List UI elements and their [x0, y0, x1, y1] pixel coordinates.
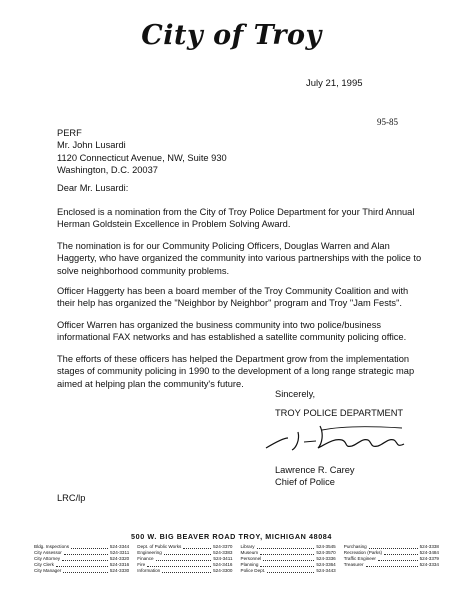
letter-date: July 21, 1995	[306, 78, 363, 89]
directory-entry-name: Engineering	[137, 550, 162, 556]
recipient-address	[57, 127, 227, 176]
directory-entry-phone: 524-3379	[419, 556, 439, 562]
typist-initials: LRC/lp	[57, 493, 86, 503]
recipient-org: PERF	[57, 128, 82, 138]
directory-entry-name: Planning	[240, 562, 259, 568]
dot-leader	[56, 562, 108, 567]
directory-entry-phone: 524-3545	[316, 544, 336, 549]
footer-address: 500 W. BIG BEAVER ROAD TROY, MICHIGAN 48084	[131, 532, 332, 541]
directory-entry	[34, 568, 129, 574]
paragraph-4: Officer Warren has organized the business community into two police/business informational FAX networks and has established a satellite community policing office.	[57, 320, 407, 343]
dot-leader	[156, 556, 212, 561]
directory-entry-name: Dept. of Public Works	[137, 544, 182, 549]
directory-entry-phone: 524-3320	[109, 556, 130, 562]
directory-entry-name: Treasurer	[343, 562, 364, 568]
dot-leader	[71, 544, 108, 549]
directory-entry-phone: 524-3443	[316, 568, 336, 574]
directory-entry-phone: 524-3316	[109, 562, 130, 568]
directory-entry-phone: 524-3364	[316, 562, 336, 568]
directory-entry-phone: 524-3344	[109, 544, 130, 549]
directory-entry-name: Library	[240, 544, 255, 549]
dot-leader	[384, 550, 418, 555]
recipient-street: 1120 Connecticut Avenue, NW, Suite 930	[57, 152, 227, 163]
dot-leader	[62, 556, 108, 561]
recipient-name: Mr. John Lusardi	[57, 140, 126, 151]
directory-entry-name: Fire	[137, 562, 146, 568]
department-directory	[34, 544, 439, 574]
dot-leader	[147, 562, 211, 567]
salutation: Dear Mr. Lusardi:	[57, 183, 129, 193]
directory-column	[241, 544, 336, 574]
directory-column	[34, 544, 129, 574]
directory-entry-phone: 524-3338	[419, 544, 439, 549]
directory-entry-phone: 524-3416	[213, 562, 233, 568]
paragraph-3: Officer Haggerty has been a board member of the Troy Community Coalition and with their help has organized the "Neighbor by Neighbor" program and Troy "Jam Fests".	[57, 286, 409, 309]
dot-leader	[378, 556, 418, 561]
directory-column	[137, 544, 232, 574]
dot-leader	[183, 544, 211, 549]
directory-entry	[241, 568, 336, 574]
dot-leader	[64, 550, 108, 555]
signer-name: Lawrence R. Carey	[275, 465, 355, 475]
dot-leader	[162, 568, 211, 573]
closing-department: TROY POLICE DEPARTMENT	[275, 408, 404, 418]
directory-entry-name: Finance	[137, 556, 154, 562]
directory-entry-name: City Manager	[34, 568, 62, 574]
directory-entry-name: Museum	[240, 550, 259, 556]
directory-entry-phone: 524-3484	[419, 550, 439, 556]
dot-leader	[260, 562, 314, 567]
handwritten-signature	[262, 418, 422, 454]
dot-leader	[164, 550, 211, 555]
directory-entry-phone: 524-3311	[110, 550, 130, 556]
directory-entry-phone: 524-3336	[316, 556, 336, 562]
reference-number: 95-85	[377, 117, 398, 127]
directory-entry-name: Personnel	[240, 556, 262, 562]
letterhead-title: City of Troy	[141, 20, 322, 51]
paragraph-1: Enclosed is a nomination from the City of Troy Police Department for your Third Annual Herman Goldstein Excellence in Problem Solving Award.	[57, 207, 415, 230]
dot-leader	[366, 562, 418, 567]
signer-title: Chief of Police	[275, 477, 335, 488]
paragraph-2: The nomination is for our Community Policing Officers, Douglas Warren and Alan Haggerty, who have organized the community into various partnerships with the police to solve neighborhood community problems.	[57, 241, 422, 276]
directory-entry-phone: 524-3334	[419, 562, 439, 568]
directory-entry-name: Purchasing	[343, 544, 367, 549]
dot-leader	[267, 568, 314, 573]
directory-entry-phone: 524-3383	[213, 550, 233, 556]
directory-entry-name: City Assessor	[34, 550, 62, 556]
directory-entry-phone: 524-3330	[109, 568, 130, 574]
directory-entry-phone: 524-3570	[316, 550, 336, 556]
dot-leader	[369, 544, 418, 549]
paragraph-5: The efforts of these officers has helped the Department grow from the implementation stages of community policing in 1990 to the development of a long range strategic map aimed at helping plan the community's future.	[57, 354, 415, 389]
dot-leader	[63, 568, 108, 573]
directory-entry-phone: 524-3370	[213, 544, 233, 549]
directory-entry	[344, 562, 439, 568]
directory-entry-name: City Clerk	[34, 562, 54, 568]
directory-entry	[137, 568, 232, 574]
dot-leader	[260, 550, 314, 555]
directory-entry-name: Recreation (Parks)	[343, 550, 383, 556]
directory-entry-name: Information	[137, 568, 161, 574]
directory-entry-name: City Attorney	[34, 556, 61, 562]
directory-entry-phone: 524-3300	[213, 568, 233, 574]
directory-entry-name: Police Dept.	[240, 568, 266, 574]
signer-block	[275, 464, 355, 489]
closing-sincerely: Sincerely,	[275, 389, 316, 399]
directory-column	[344, 544, 439, 574]
directory-entry-name: Bldg. Inspections	[34, 544, 69, 549]
dot-leader	[263, 556, 314, 561]
directory-entry-phone: 524-3411	[213, 556, 233, 562]
recipient-city: Washington, D.C. 20037	[57, 164, 158, 175]
dot-leader	[257, 544, 315, 549]
directory-entry-name: Traffic Engineer	[343, 556, 376, 562]
